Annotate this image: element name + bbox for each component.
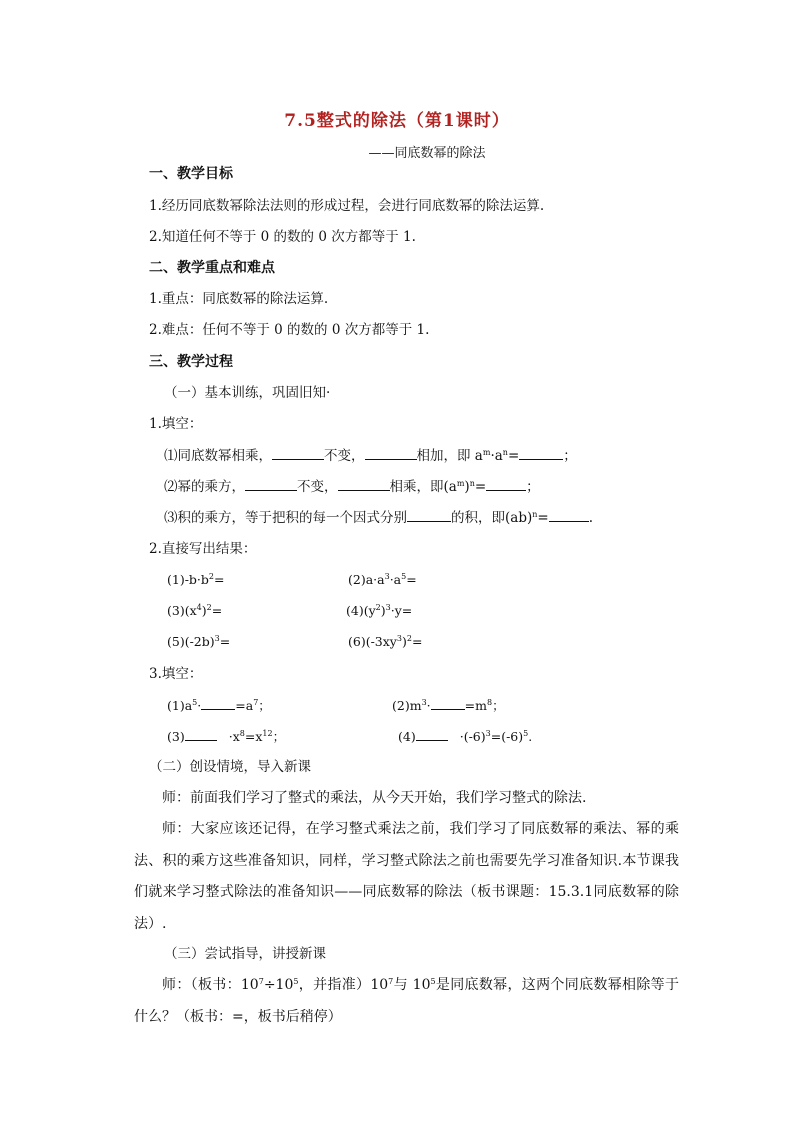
exponent: 5 (192, 698, 198, 707)
fill-blank-line (164, 445, 577, 466)
fill-blank-line (164, 476, 540, 497)
exponent: 3 (214, 634, 220, 643)
exponent: 5 (523, 729, 529, 738)
exponent: 2 (406, 634, 412, 643)
exponent: 8 (486, 698, 493, 707)
answer-blank (338, 476, 390, 491)
text-fragment: = (474, 479, 487, 495)
text-fragment: · (197, 698, 202, 713)
exercise-item (346, 601, 412, 621)
exponent: 2 (206, 603, 212, 612)
text-fragment: =m (464, 698, 487, 713)
text-fragment: = (211, 603, 223, 618)
text-fragment: 的积，即(ab) (451, 510, 533, 526)
text-fragment: ⑵幂的乘方， (164, 479, 245, 495)
exercise-item (167, 601, 222, 621)
answer-blank (245, 476, 297, 491)
text-fragment: (1)a (167, 698, 193, 713)
text-fragment: ) (201, 603, 207, 618)
text-fragment: 不变， (297, 479, 338, 495)
text-fragment: ) (380, 603, 386, 618)
text-fragment: (2)m (392, 698, 422, 713)
text-fragment: ； (258, 698, 271, 713)
text-fragment: ÷10 (263, 977, 294, 993)
page-title: 7.5整式的除法（第1课时） (284, 111, 510, 131)
text-fragment: (3) (167, 729, 185, 744)
exponent: 3 (385, 603, 391, 612)
text-fragment: . (588, 510, 593, 526)
exponent: 7 (388, 977, 394, 986)
exponent: 2 (208, 572, 215, 581)
text-fragment: 相乘，即(a (389, 479, 457, 495)
exponent: 5 (430, 977, 436, 986)
text-fragment: (3)(x (167, 603, 197, 618)
exponent: 7 (258, 977, 264, 986)
objective-item: 2.知道任何不等于 0 的数的 0 次方都等于 1. (149, 229, 416, 245)
answer-blank (416, 726, 448, 741)
key-point-item: 2.难点：任何不等于 0 的数的 0 次方都等于 1. (149, 322, 430, 338)
text-fragment: =(-6) (490, 729, 524, 744)
exponent: n (502, 448, 508, 457)
exponent: 4 (196, 603, 202, 612)
exponent: n (532, 510, 538, 519)
text-fragment: = (219, 634, 231, 649)
text-fragment: (2)a·a (348, 572, 385, 587)
exponent: 5 (293, 977, 299, 986)
text-fragment: = (214, 572, 225, 587)
exercise-item (167, 726, 285, 747)
text-fragment: 相加，即 a (416, 448, 483, 464)
text-fragment: (5)(-2b) (167, 634, 215, 649)
exponent: 3 (421, 698, 427, 707)
answer-blank (407, 507, 451, 522)
text-fragment: 是同底数幂，这两个同底数幂相除等于什么？（板书：=，板书后稍停） (134, 977, 679, 1025)
text-fragment: ·y= (390, 603, 413, 618)
question-label: 1.填空： (149, 416, 203, 432)
answer-blank (486, 476, 526, 491)
objective-item: 1.经历同底数幂除法法则的形成过程，会进行同底数幂的除法运算. (149, 198, 545, 214)
subsection-heading: （三）尝试指导，讲授新课 (164, 946, 326, 962)
page-subtitle: ——同底数幂的除法 (368, 146, 486, 161)
text-fragment: 不变， (324, 448, 365, 464)
answer-blank (431, 695, 465, 710)
text-fragment: =a (235, 698, 254, 713)
text-fragment: = (507, 448, 520, 464)
text-fragment: ) (464, 479, 470, 495)
section-heading-process: 三、教学过程 (149, 354, 233, 370)
answer-blank (549, 507, 589, 522)
answer-blank (519, 445, 563, 460)
text-fragment: (4)(y (346, 603, 376, 618)
text-fragment: ·x (228, 729, 240, 744)
subsection-heading: （二）创设情境，导入新课 (149, 759, 311, 775)
fill-blank-line (164, 507, 593, 528)
text-fragment: 与 10 (393, 977, 431, 993)
text-fragment: (6)(-3xy (348, 634, 397, 649)
text-fragment: ) (401, 634, 407, 649)
text-fragment: ·(-6) (459, 729, 486, 744)
exercise-item (398, 726, 532, 747)
question-label: 3.填空： (149, 666, 203, 682)
text-fragment: ⑴同底数幂相乘， (164, 448, 272, 464)
text-fragment: (1)-b·b (167, 572, 209, 587)
section-heading-objectives: 一、教学目标 (149, 166, 233, 182)
exercise-item (348, 570, 417, 590)
text-fragment: 师：（板书：10 (162, 977, 259, 993)
exponent: 12 (262, 729, 273, 738)
text-fragment: (4) (398, 729, 416, 744)
text-fragment: ·a (490, 448, 503, 464)
exponent: 3 (485, 729, 491, 738)
exponent: m (482, 448, 491, 457)
answer-blank (365, 445, 417, 460)
text-fragment: = (537, 510, 549, 526)
exponent: 3 (384, 572, 390, 581)
text-fragment: = (411, 634, 423, 649)
subsection-heading: （一）基本训练，巩固旧知· (164, 385, 331, 401)
exercise-item (167, 570, 225, 590)
text-fragment: ； (526, 479, 540, 495)
key-point-item: 1.重点：同底数幂的除法运算. (149, 291, 329, 307)
exercise-item (167, 632, 230, 652)
text-fragment: =x (244, 729, 263, 744)
text-fragment: ⑶积的乘方，等于把积的每一个因式分别 (164, 510, 407, 526)
exponent: 3 (396, 634, 402, 643)
exercise-item (348, 632, 422, 652)
paragraph: 师：大家应该还记得，在学习整式乘法之前，我们学习了同底数幂的乘法、幂的乘法、积的乘方这些准备知识，同样，学习整式除法之前也需要先学习准备知识.本节课我们就来学习整式除法的准备知识——同底数幂的除法（板书课题：15.3.1同底数幂的除法）. (134, 821, 679, 932)
answer-blank (185, 726, 217, 741)
text-fragment: ·a (389, 572, 402, 587)
section-heading-key-points: 二、教学重点和难点 (149, 260, 275, 276)
paragraph (134, 970, 679, 1033)
answer-blank (272, 445, 324, 460)
text-fragment: ； (492, 698, 505, 713)
exponent: 5 (401, 572, 407, 581)
text-fragment: · (426, 698, 431, 713)
text-fragment: ； (563, 448, 577, 464)
text-fragment: ； (272, 729, 286, 744)
exercise-item (167, 695, 271, 716)
exercise-item (392, 695, 505, 716)
text-fragment: = (406, 572, 417, 587)
paragraph: 师：前面我们学习了整式的乘法，从今天开始，我们学习整式的除法. (162, 790, 587, 806)
question-label: 2.直接写出结果： (149, 541, 257, 557)
exponent: 7 (253, 698, 259, 707)
exponent: m (456, 479, 465, 488)
exponent: 8 (239, 729, 245, 738)
answer-blank (201, 695, 235, 710)
exponent: 2 (375, 603, 381, 612)
text-fragment: . (528, 729, 533, 744)
text-fragment: ，并指准）10 (298, 977, 389, 993)
exponent: n (469, 479, 475, 488)
